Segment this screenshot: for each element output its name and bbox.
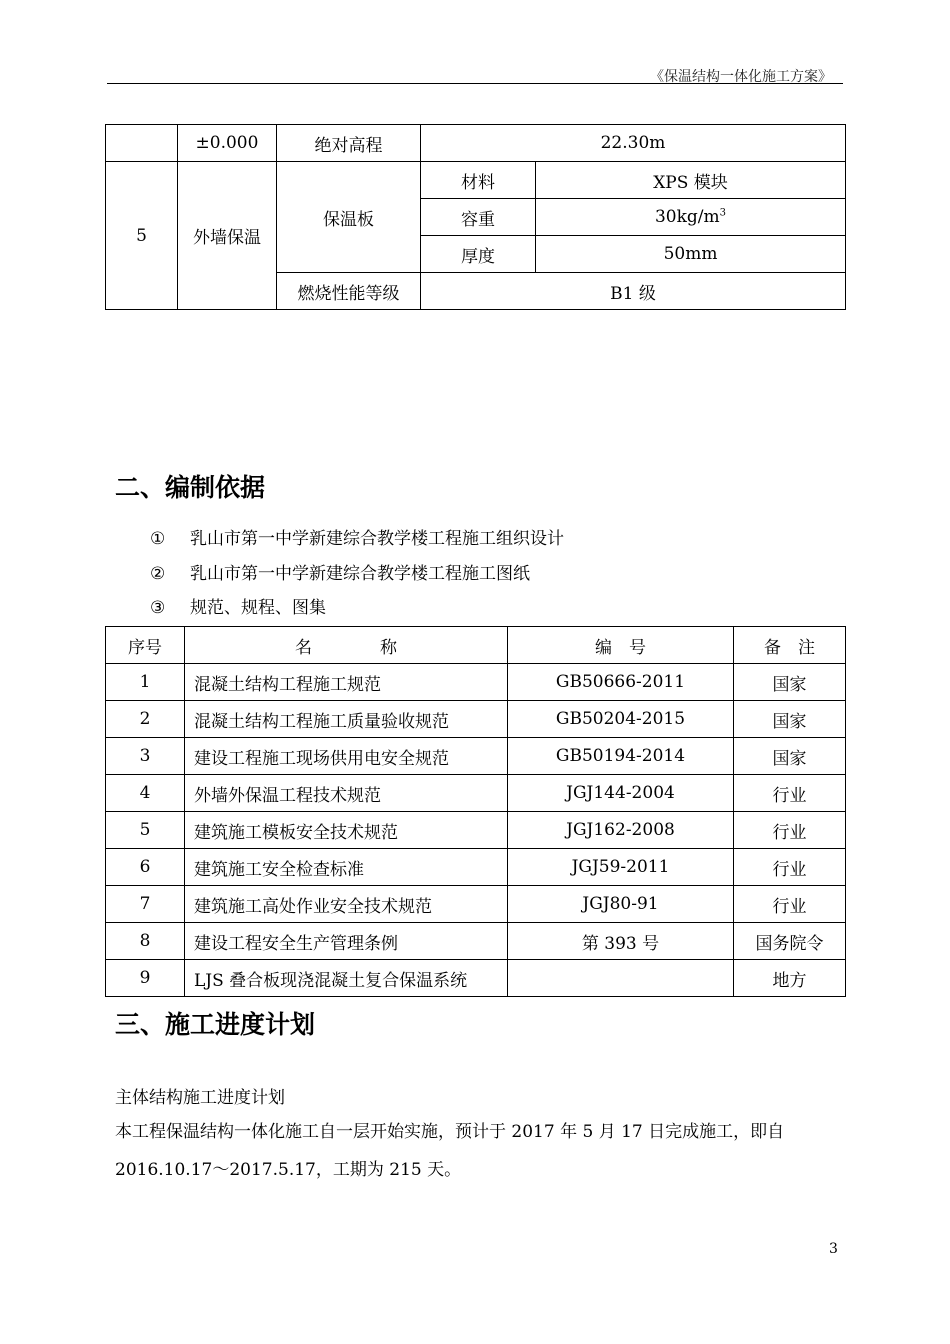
board-attr: 材料 (421, 162, 536, 199)
header-no: 序号 (106, 627, 185, 664)
schedule-paragraph-line-1: 本工程保温结构一体化施工自一层开始实施，预计于 2017 年 5 月 17 日完成施工，即自 (115, 1122, 785, 1142)
row-note: 行业 (734, 886, 846, 923)
table-row (106, 812, 846, 849)
standards-table (105, 626, 846, 997)
basis-item (150, 559, 530, 584)
row-note: 行业 (734, 849, 846, 886)
row-no: 9 (106, 960, 185, 997)
section-3-title: 三、施工进度计划 (115, 1010, 316, 1039)
item-name: 外墙保温 (178, 162, 277, 310)
table-row (106, 923, 846, 960)
table-header-row (106, 627, 846, 664)
row-name: 混凝土结构工程施工规范 (185, 664, 508, 701)
row-name: 建设工程施工现场供用电安全规范 (185, 738, 508, 775)
header-title: 《保温结构一体化施工方案》 (650, 69, 832, 85)
table-row (106, 738, 846, 775)
row-code: GB50194-2014 (508, 738, 734, 775)
density-superscript: 3 (719, 207, 727, 219)
schedule-paragraph-line-2: 2016.10.17～2017.5.17，工期为 215 天。 (115, 1160, 462, 1180)
row-name: 建设工程安全生产管理条例 (185, 923, 508, 960)
row-name: 建筑施工模板安全技术规范 (185, 812, 508, 849)
row-note: 行业 (734, 775, 846, 812)
section-2-title: 二、编制依据 (115, 473, 266, 502)
row-code (508, 960, 734, 997)
table-row (106, 775, 846, 812)
board-value (536, 199, 846, 236)
elevation-value: 22.30m (421, 125, 846, 162)
row-no: 8 (106, 923, 185, 960)
row-note: 地方 (734, 960, 846, 997)
density-value: 30kg/m (654, 207, 720, 227)
row-note: 国家 (734, 738, 846, 775)
header-rule (107, 83, 843, 84)
board-label: 保温板 (277, 162, 421, 273)
board-value: XPS 模块 (536, 162, 846, 199)
row-note: 行业 (734, 812, 846, 849)
basis-marker: ③ (150, 598, 166, 618)
board-attr: 厚度 (421, 236, 536, 273)
row-note: 国家 (734, 664, 846, 701)
header-note: 备 注 (734, 627, 846, 664)
row-name: 建筑施工安全检查标准 (185, 849, 508, 886)
row-name: 混凝土结构工程施工质量验收规范 (185, 701, 508, 738)
basis-item (150, 524, 564, 549)
item-number: 5 (106, 162, 178, 310)
row-no: 1 (106, 664, 185, 701)
row-code: JGJ162-2008 (508, 812, 734, 849)
table-row (106, 960, 846, 997)
row-code: GB50666-2011 (508, 664, 734, 701)
row-no: 2 (106, 701, 185, 738)
elevation-symbol: ±0.000 (178, 125, 277, 162)
basis-text: 规范、规程、图集 (190, 598, 326, 618)
table-row (106, 701, 846, 738)
fire-rating-value: B1 级 (421, 273, 846, 310)
fire-rating-label: 燃烧性能等级 (277, 273, 421, 310)
row-code: JGJ80-91 (508, 886, 734, 923)
basis-item (150, 593, 326, 618)
table-row (106, 125, 846, 162)
basis-text: 乳山市第一中学新建综合教学楼工程施工图纸 (190, 564, 530, 584)
row-note: 国家 (734, 701, 846, 738)
row-no: 6 (106, 849, 185, 886)
basis-text: 乳山市第一中学新建综合教学楼工程施工组织设计 (190, 529, 564, 549)
header-code: 编 号 (508, 627, 734, 664)
row-no: 5 (106, 812, 185, 849)
board-attr: 容重 (421, 199, 536, 236)
basis-marker: ① (150, 529, 166, 549)
table-row (106, 162, 846, 199)
row-no: 7 (106, 886, 185, 923)
row-name: LJS 叠合板现浇混凝土复合保温系统 (185, 960, 508, 997)
table-row (106, 849, 846, 886)
row-code: JGJ59-2011 (508, 849, 734, 886)
elevation-label: 绝对高程 (277, 125, 421, 162)
table-cell (106, 125, 178, 162)
row-code: JGJ144-2004 (508, 775, 734, 812)
row-name: 建筑施工高处作业安全技术规范 (185, 886, 508, 923)
board-value: 50mm (536, 236, 846, 273)
row-name: 外墙外保温工程技术规范 (185, 775, 508, 812)
page-number: 3 (829, 1241, 838, 1257)
header-name: 名 称 (185, 627, 508, 664)
table-row (106, 664, 846, 701)
table-row (106, 886, 846, 923)
row-code: 第 393 号 (508, 923, 734, 960)
insulation-spec-table (105, 124, 846, 310)
row-note: 国务院令 (734, 923, 846, 960)
row-no: 4 (106, 775, 185, 812)
schedule-subtitle: 主体结构施工进度计划 (115, 1088, 285, 1108)
row-code: GB50204-2015 (508, 701, 734, 738)
basis-marker: ② (150, 564, 166, 584)
row-no: 3 (106, 738, 185, 775)
